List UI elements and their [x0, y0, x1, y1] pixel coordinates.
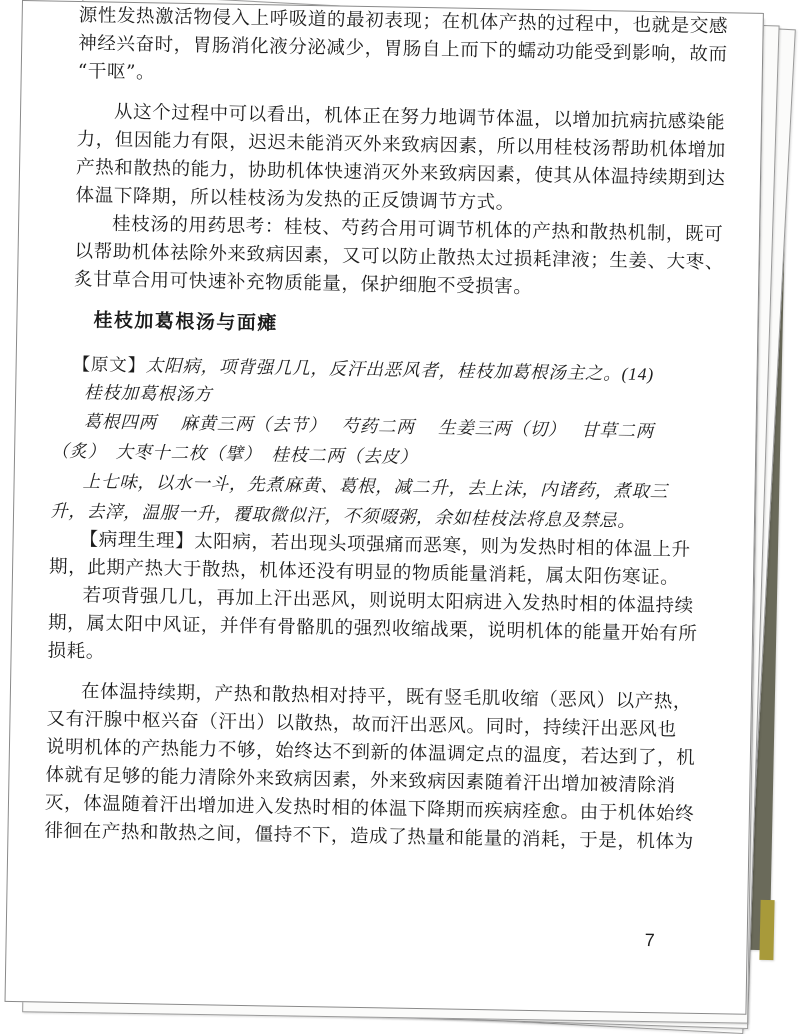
book-page: [5, 0, 764, 1015]
page-stack-accent: [759, 900, 774, 960]
top-paragraph: [77, 2, 729, 97]
text-line: 期，属太阳中风证，并伴有骨骼肌的强烈收缩战栗，说明机体的能量开始有所: [47, 612, 698, 645]
text-line: 若项背强几几，再加上汗出恶风，则说明太阳病进入发热时相的体温持续: [82, 585, 694, 617]
instruction-line: 上七味，以水一斗，先煮麻黄、葛根，减二升，去上沫，内诸药，煮取三: [82, 471, 669, 502]
text-line: 神经兴奋时，胃肠消化液分泌减少，胃肠自上而下的蠕动功能受到影响，故而: [78, 32, 728, 66]
text-line: 又有汗腺中枢兴奋（汗出）以散热，故而汗出恶风。同时，持续汗出恶风也: [46, 708, 677, 741]
ingredient-line: （炙） 大枣十二枚（擘） 桂枝二两（去皮）: [50, 440, 419, 467]
page-number: 7: [644, 930, 655, 951]
text-line: 以帮助机体祛除外来致病因素，又可以防止散热太过损耗津液；生姜、大枣、: [74, 240, 725, 274]
process-paragraph: [75, 98, 727, 221]
section-heading: 桂枝加葛根汤与面瘫: [93, 309, 279, 335]
formula-ingredients: [50, 406, 712, 477]
text-line: 期，此期产热大于散热，机体还没有明显的物质能量消耗，属太阳伤寒证。: [48, 556, 680, 589]
ingredient-line: 葛根四两 麻黄三两（去节） 芍药二两 生姜三两（切） 甘草二两: [83, 411, 655, 442]
medication-paragraph: [73, 210, 725, 305]
page-content: [44, 2, 729, 857]
text-line: 徘徊在产热和散热之间，僵持不下，造成了热量和能量的消耗，于是，机体为: [44, 820, 694, 853]
pathophysiology-paragraph: [47, 526, 709, 677]
text-line: 产热和散热的能力，协助机体快速消灭外来致病因素，使其从体温持续期到达: [75, 156, 726, 190]
text-line: 力，但因能力有限，迟迟未能消灭外来致病因素，所以用桂枝汤帮助机体增加: [76, 128, 727, 162]
text-line: 灭，体温随着汗出增加进入发热时相的体温下降期而疾病痊愈。由于机体始终: [44, 792, 695, 825]
final-paragraph: [44, 678, 707, 857]
original-text-content: 太阳病，项背强几几，反汗出恶风者，桂枝加葛根汤主之。(14): [145, 355, 655, 385]
text-line: 在体温持续期，产热和散热相对持平，既有竖毛肌收缩（恶风）以产热，: [80, 681, 693, 713]
text-line: 损耗。: [47, 640, 106, 663]
preparation-instructions: [49, 466, 711, 537]
text-line: 炙甘草合用可快速补充物质能量，保护细胞不受损害。: [73, 268, 533, 298]
original-text-tag: 【原文】: [72, 353, 147, 376]
text-line: 源性发热激活物侵入上呼吸道的最初表现；在机体产热的过程中，也就是交感: [78, 4, 729, 38]
text-line: “干呕”。: [77, 60, 156, 84]
pathophysiology-tag: 【病理生理】: [79, 529, 195, 553]
text-line: 从这个过程中可以看出，机体正在努力地调节体温，以增加抗病抗感染能: [113, 101, 726, 134]
pathophysiology-text: 太阳病，若出现头项强痛而恶寒，则为发热时相的体温上升: [194, 531, 691, 561]
text-line: 桂枝汤的用药思考：桂枝、芍药合用可调节机体的产热和散热机制，既可: [111, 213, 724, 246]
text-line: 体温下降期，所以桂枝汤为发热的正反馈调节方式。: [75, 184, 516, 214]
text-line: 说明机体的产热能力不够，始终达不到新的体温调定点的温度，若达到了，机: [45, 736, 696, 769]
text-line: 体就有足够的能力清除外来致病因素，外来致病因素随着汗出增加被清除消: [45, 764, 676, 797]
formula-name: 桂枝加葛根汤方: [83, 382, 213, 405]
instruction-line: 升，去滓，温服一升，覆取微似汗，不须啜粥，余如桂枝法将息及禁忌。: [49, 500, 636, 531]
